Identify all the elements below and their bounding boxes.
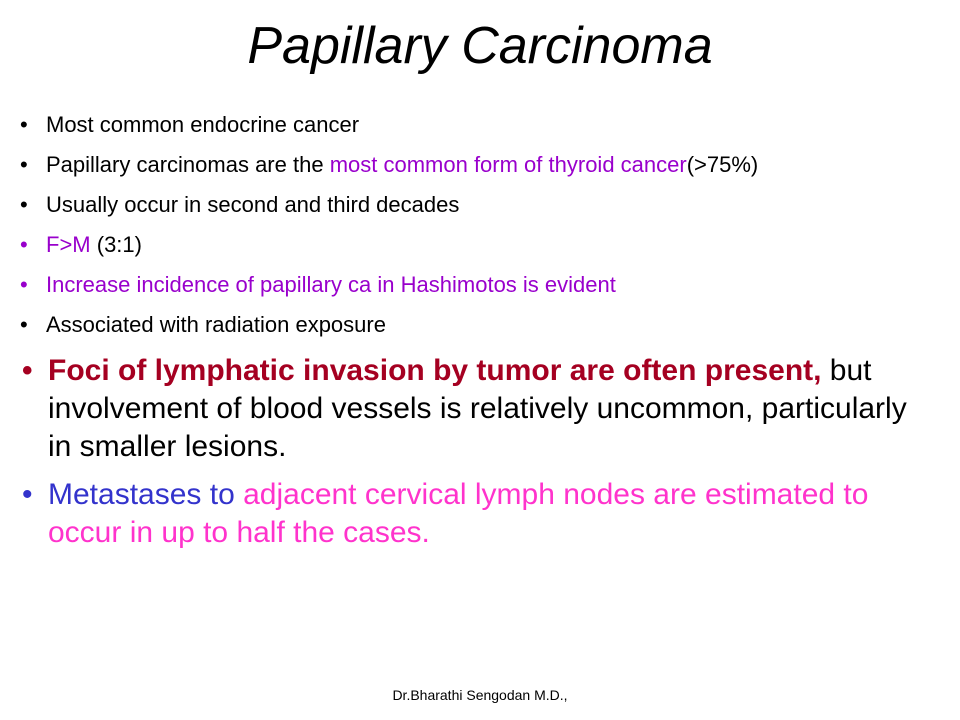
bullet-dot: • [20, 112, 28, 137]
bullet-text: but involvement of blood vessels is relatively uncommon, particularly in smaller lesions. [48, 354, 907, 463]
bullet-item [20, 152, 920, 178]
bullet-item [20, 192, 920, 218]
bullet-dot: • [20, 232, 28, 257]
bullet-highlight: most common form of thyroid cancer [329, 152, 687, 177]
bullet-highlight: F>M [46, 232, 91, 257]
bullet-dot: • [20, 312, 28, 337]
footer-author: Dr.Bharathi Sengodan M.D., [392, 687, 568, 703]
bullet-dot: • [20, 152, 28, 177]
bullet-highlight: adjacent cervical lymph nodes are estimated to occur in up to half the cases. [48, 478, 869, 549]
bullet-item [20, 476, 920, 552]
bullet-item [20, 272, 920, 298]
bullet-emphasis: Foci of lymphatic invasion by tumor are often present, [48, 354, 822, 387]
bullet-highlight: Increase incidence of papillary ca in Hashimotos is evident [46, 272, 616, 297]
bullet-text: Usually occur in second and third decades [46, 192, 460, 217]
bullet-text: (>75%) [686, 152, 759, 177]
bullet-dot: • [20, 272, 28, 297]
bullet-dot: • [22, 354, 33, 387]
bullet-item [20, 352, 920, 466]
bullet-item [20, 312, 920, 338]
bullet-highlight: Metastases to [48, 478, 244, 511]
bullet-dot: • [22, 478, 33, 511]
bullet-text: Papillary carcinomas are the [46, 152, 330, 177]
bullet-list [20, 112, 920, 562]
bullet-item [20, 232, 920, 258]
bullet-text: Most common endocrine cancer [46, 112, 360, 137]
slide-title: Papillary Carcinoma [247, 17, 713, 75]
bullet-text: Associated with radiation exposure [46, 312, 386, 337]
bullet-text: (3:1) [90, 232, 142, 257]
bullet-dot: • [20, 192, 28, 217]
bullet-item [20, 112, 920, 138]
